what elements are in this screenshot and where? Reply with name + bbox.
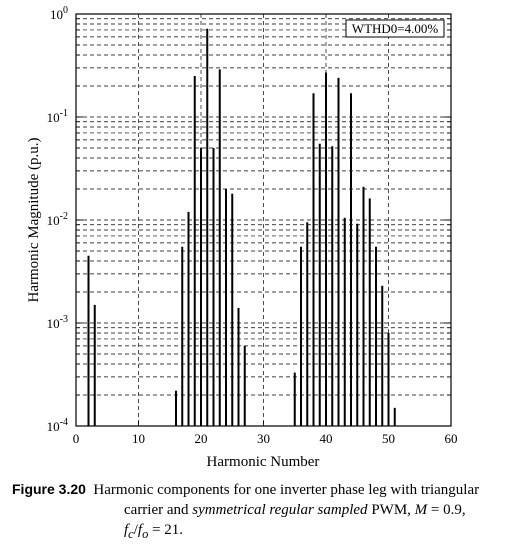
wthd-annotation bbox=[346, 20, 444, 37]
harmonic-bar bbox=[219, 69, 221, 426]
harmonic-bar bbox=[238, 308, 240, 426]
caption-line-2 bbox=[12, 500, 512, 520]
y-tick-label: $10^0$ bbox=[50, 5, 68, 22]
harmonic-bar bbox=[188, 212, 190, 426]
x-axis-label: Harmonic Number bbox=[206, 454, 320, 470]
harmonic-bar bbox=[344, 218, 346, 426]
harmonic-bar bbox=[325, 73, 327, 426]
caption-text-3e: o bbox=[142, 527, 149, 541]
x-tick-label: 50 bbox=[382, 431, 395, 446]
wthd-annotation-text: WTHD0=4.00% bbox=[351, 21, 439, 36]
y-tick-label: $10^{-4}$ bbox=[46, 417, 68, 434]
caption-text-3a: f bbox=[124, 522, 129, 538]
caption-text-3c: / bbox=[133, 522, 138, 538]
harmonic-bar bbox=[388, 333, 390, 426]
caption-text-2a: carrier and bbox=[124, 502, 193, 518]
caption-text-3b: c bbox=[128, 527, 134, 541]
y-tick-label: $10^{-2}$ bbox=[46, 211, 68, 228]
y-tick-label: $10^{-1}$ bbox=[46, 108, 68, 125]
caption-text-3d: f bbox=[137, 522, 143, 538]
caption-line-1 bbox=[12, 479, 512, 500]
chart-grid bbox=[76, 14, 451, 426]
harmonic-bar bbox=[381, 286, 383, 426]
harmonic-bar bbox=[175, 391, 177, 426]
x-tick-label: 0 bbox=[72, 431, 80, 446]
caption-line-3 bbox=[12, 520, 512, 544]
harmonic-bar bbox=[194, 76, 196, 426]
chart-bars bbox=[88, 29, 396, 426]
harmonic-bar bbox=[363, 187, 365, 426]
caption-figure-label: Figure 3.20 bbox=[12, 481, 86, 497]
harmonic-bar bbox=[313, 93, 315, 426]
harmonic-bar bbox=[350, 93, 352, 426]
harmonic-bar bbox=[94, 305, 96, 426]
harmonic-bar bbox=[213, 148, 215, 426]
harmonic-bar bbox=[206, 29, 208, 426]
harmonic-bar bbox=[331, 146, 333, 426]
caption-text-2d: M bbox=[414, 502, 428, 518]
x-tick-label: 20 bbox=[194, 431, 208, 446]
x-tick-label: 60 bbox=[444, 431, 458, 446]
figure-caption bbox=[12, 479, 512, 544]
harmonic-bar bbox=[356, 224, 358, 426]
chart-ticks bbox=[47, 5, 458, 446]
harmonic-bar bbox=[394, 408, 396, 426]
caption-text-3f: = 21. bbox=[148, 522, 184, 538]
caption-text-2e: = 0.9, bbox=[427, 502, 466, 518]
harmonic-bar bbox=[231, 194, 233, 426]
harmonic-bar bbox=[294, 373, 296, 426]
y-tick-label: $10^{-3}$ bbox=[46, 314, 68, 331]
caption-text-2b: symmetrical regular sampled bbox=[192, 502, 368, 518]
harmonic-bar bbox=[338, 78, 340, 426]
x-tick-label: 10 bbox=[132, 431, 145, 446]
harmonic-bar bbox=[181, 247, 183, 426]
harmonic-bar bbox=[306, 222, 308, 426]
harmonic-bar bbox=[88, 256, 90, 426]
harmonic-bar bbox=[319, 144, 321, 426]
harmonic-bar bbox=[300, 247, 302, 426]
harmonic-bar bbox=[369, 198, 371, 426]
caption-text-1: Harmonic components for one inverter phase leg with triangular bbox=[93, 482, 480, 498]
harmonic-bar bbox=[225, 189, 227, 426]
harmonic-bar bbox=[200, 148, 202, 426]
x-tick-label: 30 bbox=[257, 431, 270, 446]
harmonic-bar bbox=[375, 247, 377, 426]
harmonic-bar bbox=[244, 346, 246, 426]
x-tick-label: 40 bbox=[319, 431, 333, 446]
y-axis-label: Harmonic Magnitude (p.u.) bbox=[26, 137, 42, 303]
caption-text-2c: PWM, bbox=[367, 502, 415, 518]
